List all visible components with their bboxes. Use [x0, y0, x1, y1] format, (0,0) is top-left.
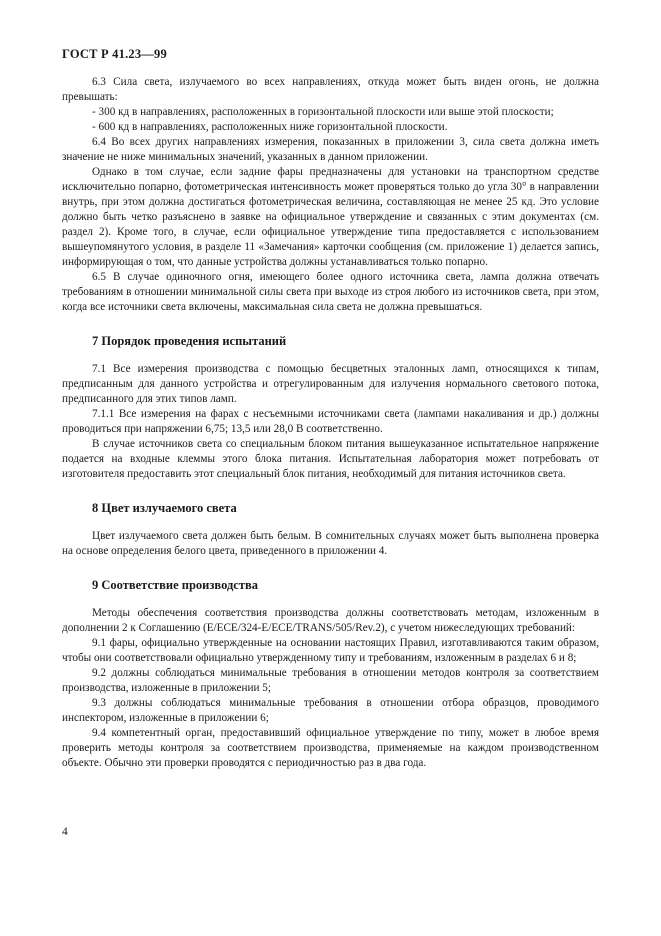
- paragraph-6-5: 6.5 В случае одиночного огня, имеющего более одного источника света, лампа должна отвечать требованиям в отношении минимальной силы света при выходе из строя любого из источников света, при этом, когда все источники света включены, максимальная сила света не должна превышаться.: [62, 271, 599, 313]
- paragraph-9: Методы обеспечения соответствия производства должны соответствовать методам, изложенным в дополнении 2 к Соглашению (E/ECE/324-E/ECE/TRANS/505/Rev.2), с учетом нижеследующих требований:: [62, 607, 599, 634]
- paragraph-9-1: 9.1 фары, официально утвержденные на основании настоящих Правил, изготавливаются таким образом, чтобы они соответствовали официально утвержденному типу и требованиям, изложенным в разделах 6 и 8;: [62, 637, 599, 664]
- paragraph-7-1-1: 7.1.1 Все измерения на фарах с несъемными источниками света (лампами накаливания и др.) должны проводиться при напряжении 6,75; 13,5 или 28,0 В соответственно.: [62, 408, 599, 435]
- section-9-heading: 9 Соответствие производства: [92, 578, 258, 592]
- page-number: 4: [62, 826, 68, 838]
- list-item-300cd: - 300 кд в направлениях, расположенных в горизонтальной плоскости или выше этой плоскости;: [92, 106, 554, 118]
- paragraph-7-1: 7.1 Все измерения производства с помощью бесцветных эталонных ламп, относящихся к типам, предписанным для данного устройства и отрегулированным для излучения нормального светового потока, предписанного для этих типов ламп.: [62, 363, 599, 405]
- page-content: [62, 75, 599, 771]
- paragraph-9-2: 9.2 должны соблюдаться минимальные требования в отношении методов контроля за соответствием производства, изложенные в приложении 5;: [62, 667, 599, 694]
- section-8-heading: 8 Цвет излучаемого света: [92, 501, 237, 515]
- standard-header: ГОСТ Р 41.23—99: [62, 47, 167, 61]
- paragraph-8: Цвет излучаемого света должен быть белым. В сомнительных случаях может быть выполнена проверка на основе определения белого цвета, приведенного в приложении 4.: [62, 530, 599, 557]
- paragraph-9-4: 9.4 компетентный орган, предоставивший официальное утверждение по типу, может в любое время проверить методы контроля за соответствием производства, применяемые на каждом производственном объекте. Обычно эти проверки проводятся с периодичностью раз в два года.: [62, 727, 599, 769]
- list-item-600cd: - 600 кд в направлениях, расположенных ниже горизонтальной плоскости.: [92, 121, 448, 133]
- paragraph-6-3: 6.3 Сила света, излучаемого во всех направлениях, откуда может быть виден огонь, не должна превышать:: [62, 76, 599, 103]
- section-7-heading: 7 Порядок проведения испытаний: [92, 334, 287, 348]
- paragraph-6-4: 6.4 Во всех других направлениях измерения, показанных в приложении 3, сила света должна иметь значение не ниже минимальных значений, указанных в данном приложении.: [62, 136, 599, 163]
- paragraph-7-1-1-continued: В случае источников света со специальным блоком питания вышеуказанное испытательное напряжение подается на входные клеммы этого блока питания. Испытательная лаборатория может потребовать от изготовителя предоставить этот специальный блок питания, необходимый для питания источников света.: [62, 438, 599, 480]
- paragraph-6-4-continued: Однако в том случае, если задние фары предназначены для установки на транспортном средстве исключительно попарно, фотометрическая интенсивность может проверяться только до угла 30° в направлении внутрь, при этом должна достигаться фотометрическая величина, составляющая не менее 25 кд. Это условие должно быть четко разъяснено в заявке на официальное утверждение и связанных с этим документах (см. раздел 2). Кроме того, в случае, если официальное утверждение типа предоставляется с использованием вышеупомянутого условия, в разделе 11 «Замечания» карточки сообщения (см. приложение 1) делается запись, информирующая о том, что данные устройства должны устанавливаться только попарно.: [62, 166, 599, 268]
- paragraph-9-3: 9.3 должны соблюдаться минимальные требования в отношении отбора образцов, проводимого инспектором, изложенные в приложении 6;: [62, 697, 599, 724]
